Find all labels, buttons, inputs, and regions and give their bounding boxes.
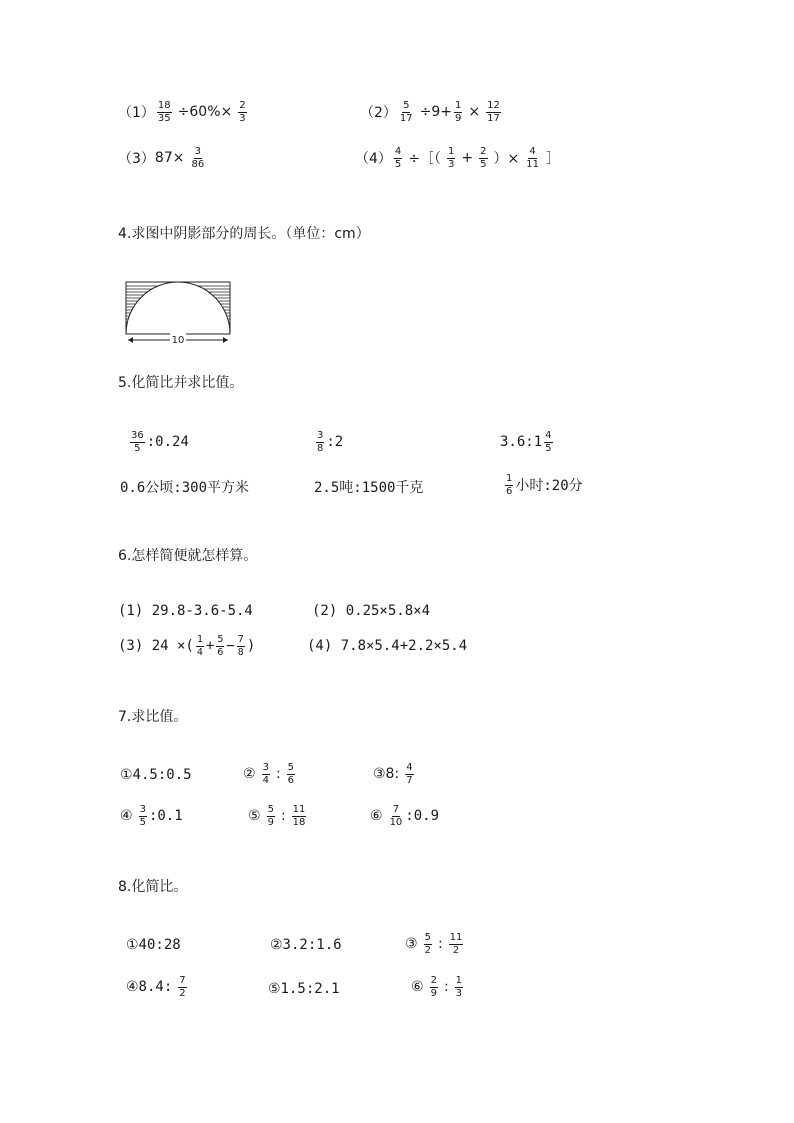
- problem-8-6: ⑥ $\frac{2}{9}$ : $\frac{1}{3}$: [411, 975, 463, 999]
- fraction: $\frac{5}{2}$: [424, 932, 431, 956]
- fraction: $\frac{5}{17}$: [399, 100, 413, 124]
- fraction: $\frac{1}{6}$: [506, 473, 513, 497]
- fraction: $\frac{11}{2}$: [449, 932, 463, 956]
- problem-7-2: ② $\frac{3}{4}$ : $\frac{5}{6}$: [243, 762, 295, 786]
- problem-7-4: ④ $\frac{3}{5}$ :0.1: [120, 804, 183, 828]
- problem-7-5: ⑤ $\frac{5}{9}$ : $\frac{11}{18}$: [248, 804, 306, 828]
- fraction: $\frac{3}{86}$: [191, 146, 205, 170]
- fraction: $\frac{3}{5}$: [139, 804, 146, 828]
- problem-6-4: (4) 7.8×5.4+2.2×5.4: [307, 638, 468, 654]
- fraction: $\frac{18}{35}$: [157, 100, 171, 124]
- section-8-heading: 8.化简比。: [118, 879, 188, 895]
- fraction: $\frac{3}{4}$: [262, 762, 269, 786]
- fraction: $\frac{1}{4}$: [196, 634, 203, 658]
- problem-5-1: $\frac{36}{5}$ :0.24: [131, 430, 189, 454]
- problem-5-2: $\frac{3}{8}$ :2: [317, 430, 344, 454]
- problem-5-4: 0.6公顷:300平方米: [120, 480, 250, 496]
- problem-3-4: （4） $\frac{4}{5}$ ÷［（ $\frac{1}{3}$ + $\frac{2}{5}$ ）× $\frac{4}{11}$ ］: [355, 146, 560, 170]
- fraction: $\frac{3}{8}$: [317, 430, 324, 454]
- fraction: $\frac{7}{2}$: [179, 975, 186, 999]
- fraction: $\frac{1}{9}$: [455, 100, 462, 124]
- fraction: $\frac{5}{6}$: [217, 634, 224, 658]
- fraction: $\frac{7}{10}$: [389, 804, 403, 828]
- figure-label: 10: [171, 335, 185, 346]
- fraction: $\frac{1}{3}$: [455, 975, 463, 999]
- fraction: $\frac{2}{5}$: [480, 146, 487, 170]
- problem-8-4: ④8.4: $\frac{7}{2}$: [126, 975, 186, 999]
- problem-5-6: $\frac{1}{6}$ 小时:20分: [506, 473, 583, 497]
- fraction: $\frac{36}{5}$: [131, 430, 144, 454]
- fraction: $\frac{2}{3}$: [239, 100, 246, 124]
- problem-5-3: 3.6:1 $\frac{4}{5}$: [500, 430, 552, 454]
- problem-7-1: ①4.5:0.5: [120, 767, 192, 783]
- fraction: $\frac{2}{9}$: [430, 975, 437, 999]
- problem-6-3: (3) 24 ×( $\frac{1}{4}$ + $\frac{5}{6}$ − $\frac{7}{8}$ ): [118, 634, 256, 658]
- fraction: $\frac{12}{17}$: [487, 100, 500, 124]
- problem-3-1: （1） $\frac{18}{35}$ ÷60%× $\frac{2}{3}$: [118, 100, 246, 124]
- fraction: $\frac{11}{18}$: [292, 804, 306, 828]
- problem-6-2: (2) 0.25×5.8×4: [312, 603, 431, 619]
- problem-3-3: （3） 87× $\frac{3}{86}$: [118, 146, 205, 170]
- section-6-heading: 6.怎样简便就怎样算。: [118, 548, 258, 564]
- section-4-heading: 4.求图中阴影部分的周长。（单位：cm）: [118, 226, 370, 242]
- fraction: $\frac{7}{8}$: [237, 634, 244, 658]
- fraction: $\frac{5}{9}$: [267, 804, 274, 828]
- problem-8-1: ①40:28: [126, 937, 181, 953]
- problem-8-5: ⑤1.5:2.1: [268, 981, 340, 997]
- fraction: $\frac{4}{5}$: [545, 430, 552, 454]
- fraction: $\frac{4}{5}$: [394, 146, 402, 170]
- problem-6-1: (1) 29.8-3.6-5.4: [118, 603, 253, 619]
- fraction: $\frac{4}{11}$: [526, 146, 539, 170]
- fraction: $\frac{5}{6}$: [287, 762, 295, 786]
- problem-7-3: ③8: $\frac{4}{7}$: [373, 762, 413, 786]
- problem-3-2: （2） $\frac{5}{17}$ ÷9+ $\frac{1}{9}$ × $\frac{12}{17}$: [360, 100, 500, 124]
- problem-8-2: ②3.2:1.6: [270, 937, 342, 953]
- fraction: $\frac{4}{7}$: [406, 762, 413, 786]
- section-5-heading: 5.化简比并求比值。: [118, 375, 244, 391]
- fraction: $\frac{1}{3}$: [448, 146, 455, 170]
- semicircle-figure: [120, 278, 236, 348]
- problem-7-6: ⑥ $\frac{7}{10}$ :0.9: [370, 804, 440, 828]
- problem-5-5: 2.5吨:1500千克: [314, 480, 424, 496]
- section-7-heading: 7.求比值。: [118, 709, 188, 725]
- problem-8-3: ③ $\frac{5}{2}$ : $\frac{11}{2}$: [405, 932, 463, 956]
